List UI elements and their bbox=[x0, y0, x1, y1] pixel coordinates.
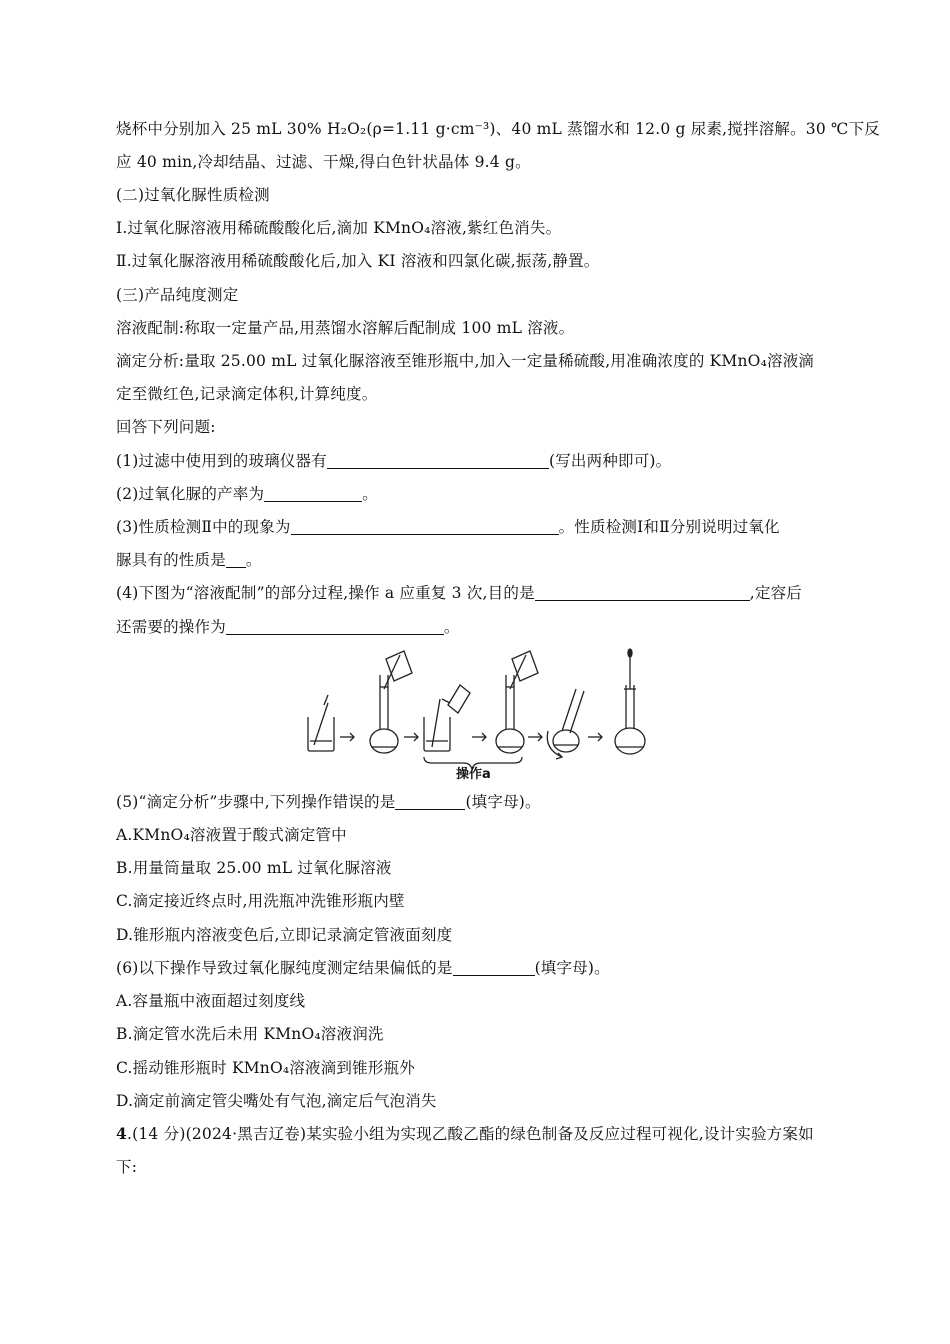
arrow-icon bbox=[404, 733, 418, 741]
text-line: 定至微红色,记录滴定体积,计算纯度。 bbox=[116, 385, 378, 403]
arrow-icon bbox=[588, 733, 602, 741]
text-line: 溶液配制:称取一定量产品,用蒸馏水溶解后配制成 100 mL 溶液。 bbox=[116, 319, 575, 337]
option-d: D.锥形瓶内溶液变色后,立即记录滴定管液面刻度 bbox=[116, 926, 453, 944]
question-5: (5)“滴定分析”步骤中,下列操作错误的是 (填字母)。 bbox=[116, 793, 541, 811]
option-b: B.滴定管水洗后未用 KMnO₄溶液润洗 bbox=[116, 1025, 384, 1043]
answer-blank[interactable] bbox=[226, 618, 444, 635]
option-a: A.容量瓶中液面超过刻度线 bbox=[116, 992, 306, 1010]
text-line: 滴定分析:量取 25.00 mL 过氧化脲溶液至锥形瓶中,加入一定量稀硫酸,用准确浓度的 KMnO₄溶液滴 bbox=[116, 352, 815, 370]
arrow-icon bbox=[528, 733, 542, 741]
section-heading: (三)产品纯度测定 bbox=[116, 286, 239, 304]
text-line: 下: bbox=[116, 1158, 138, 1176]
answer-blank[interactable] bbox=[226, 551, 246, 568]
text-line: 应 40 min,冷却结晶、过滤、干燥,得白色针状晶体 9.4 g。 bbox=[116, 153, 531, 171]
option-c: C.滴定接近终点时,用洗瓶冲洗锥形瓶内壁 bbox=[116, 892, 405, 910]
swirling-flask-icon bbox=[547, 689, 584, 759]
question-4-cont: 还需要的操作为 。 bbox=[116, 618, 460, 636]
beaker-with-rod-icon bbox=[308, 695, 334, 751]
question-1: (1)过滤中使用到的玻璃仪器有 (写出两种即可)。 bbox=[116, 452, 672, 470]
text-line: 回答下列问题: bbox=[116, 418, 216, 436]
question-4: (4)下图为“溶液配制”的部分过程,操作 a 应重复 3 次,目的是 ,定容后 bbox=[116, 584, 803, 602]
text-line: 烧杯中分别加入 25 mL 30% H₂O₂(ρ=1.11 g·cm⁻³)、40 mL 蒸馏水和 12.0 g 尿素,搅拌溶解。30 ℃下反 bbox=[116, 120, 880, 138]
question-number: 4 bbox=[116, 1124, 127, 1143]
answer-blank[interactable] bbox=[327, 452, 549, 469]
section-heading: (二)过氧化脲性质检测 bbox=[116, 186, 270, 204]
wash-bottle-beaker-icon bbox=[424, 685, 470, 751]
answer-blank[interactable] bbox=[535, 584, 750, 601]
option-a: A.KMnO₄溶液置于酸式滴定管中 bbox=[116, 826, 347, 844]
answer-blank[interactable] bbox=[453, 959, 535, 976]
option-d: D.滴定前滴定管尖嘴处有气泡,滴定后气泡消失 bbox=[116, 1092, 437, 1110]
text-line: Ⅰ.过氧化脲溶液用稀硫酸酸化后,滴加 KMnO₄溶液,紫红色消失。 bbox=[116, 219, 562, 237]
question-2: (2)过氧化脲的产率为 。 bbox=[116, 485, 378, 503]
pouring-into-flask-icon bbox=[370, 651, 412, 753]
option-c: C.摇动锥形瓶时 KMnO₄溶液滴到锥形瓶外 bbox=[116, 1059, 415, 1077]
pouring-into-flask-icon bbox=[496, 651, 538, 753]
question-3-cont: 脲具有的性质是 。 bbox=[116, 551, 262, 569]
question-6: (6)以下操作导致过氧化脲纯度测定结果偏低的是 (填字母)。 bbox=[116, 959, 610, 977]
volumetric-flask-with-dropper-icon bbox=[615, 649, 645, 754]
figure-label: 操作a bbox=[456, 767, 491, 782]
question-3: (3)性质检测Ⅱ中的现象为 。性质检测Ⅰ和Ⅱ分别说明过氧化 bbox=[116, 518, 780, 536]
question-4-heading: 4.(14 分)(2024·黑吉辽卷)某实验小组为实现乙酸乙酯的绿色制备及反应过程可视化,设计实验方案如 bbox=[116, 1124, 814, 1143]
text-line: Ⅱ.过氧化脲溶液用稀硫酸酸化后,加入 KI 溶液和四氯化碳,振荡,静置。 bbox=[116, 252, 600, 270]
answer-blank[interactable] bbox=[264, 485, 362, 502]
answer-blank[interactable] bbox=[395, 793, 465, 810]
answer-blank[interactable] bbox=[291, 518, 559, 535]
option-b: B.用量筒量取 25.00 mL 过氧化脲溶液 bbox=[116, 859, 392, 877]
arrow-icon bbox=[472, 733, 486, 741]
arrow-icon bbox=[340, 733, 354, 741]
